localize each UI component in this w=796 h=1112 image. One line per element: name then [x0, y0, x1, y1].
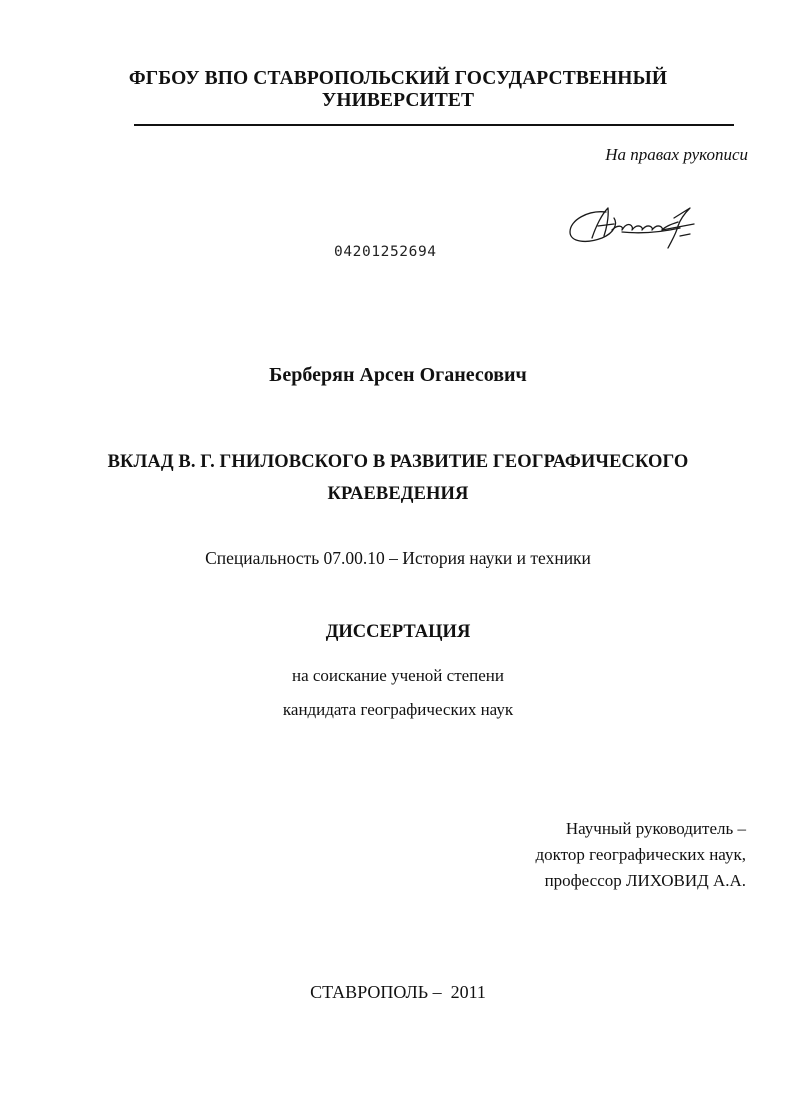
- specialty: Специальность 07.00.10 – История науки и техники: [205, 548, 591, 568]
- institution-line-2: УНИВЕРСИТЕТ: [321, 90, 475, 111]
- author-name: Берберян Арсен Оганесович: [269, 364, 527, 386]
- supervisor-degree: доктор географических наук,: [535, 845, 746, 864]
- rights-note: На правах рукописи: [605, 145, 748, 164]
- institution-line-1: ФГБОУ ВПО СТАВРОПОЛЬСКИЙ ГОСУДАРСТВЕННЫЙ: [128, 68, 668, 89]
- header-divider: [134, 124, 734, 126]
- document-type: ДИССЕРТАЦИЯ: [325, 622, 471, 642]
- supervisor-role: Научный руководитель –: [565, 819, 746, 838]
- supervisor-block: [535, 816, 746, 894]
- dissertation-title-line-2: КРАЕВЕДЕНИЯ: [327, 484, 469, 504]
- dissertation-title-line-1: ВКЛАД В. Г. ГНИЛОВСКОГО В РАЗВИТИЕ ГЕОГРАФИЧЕСКОГО: [107, 452, 689, 472]
- city-year: СТАВРОПОЛЬ – 2011: [310, 982, 486, 1002]
- degree-line-1: на соискание ученой степени: [291, 666, 505, 685]
- signature-image: [562, 190, 702, 256]
- supervisor-name: профессор ЛИХОВИД А.А.: [544, 871, 746, 890]
- institution-name: [0, 68, 796, 112]
- degree-line-2: кандидата географических наук: [282, 700, 514, 719]
- inventory-number: 04201252694: [334, 244, 437, 260]
